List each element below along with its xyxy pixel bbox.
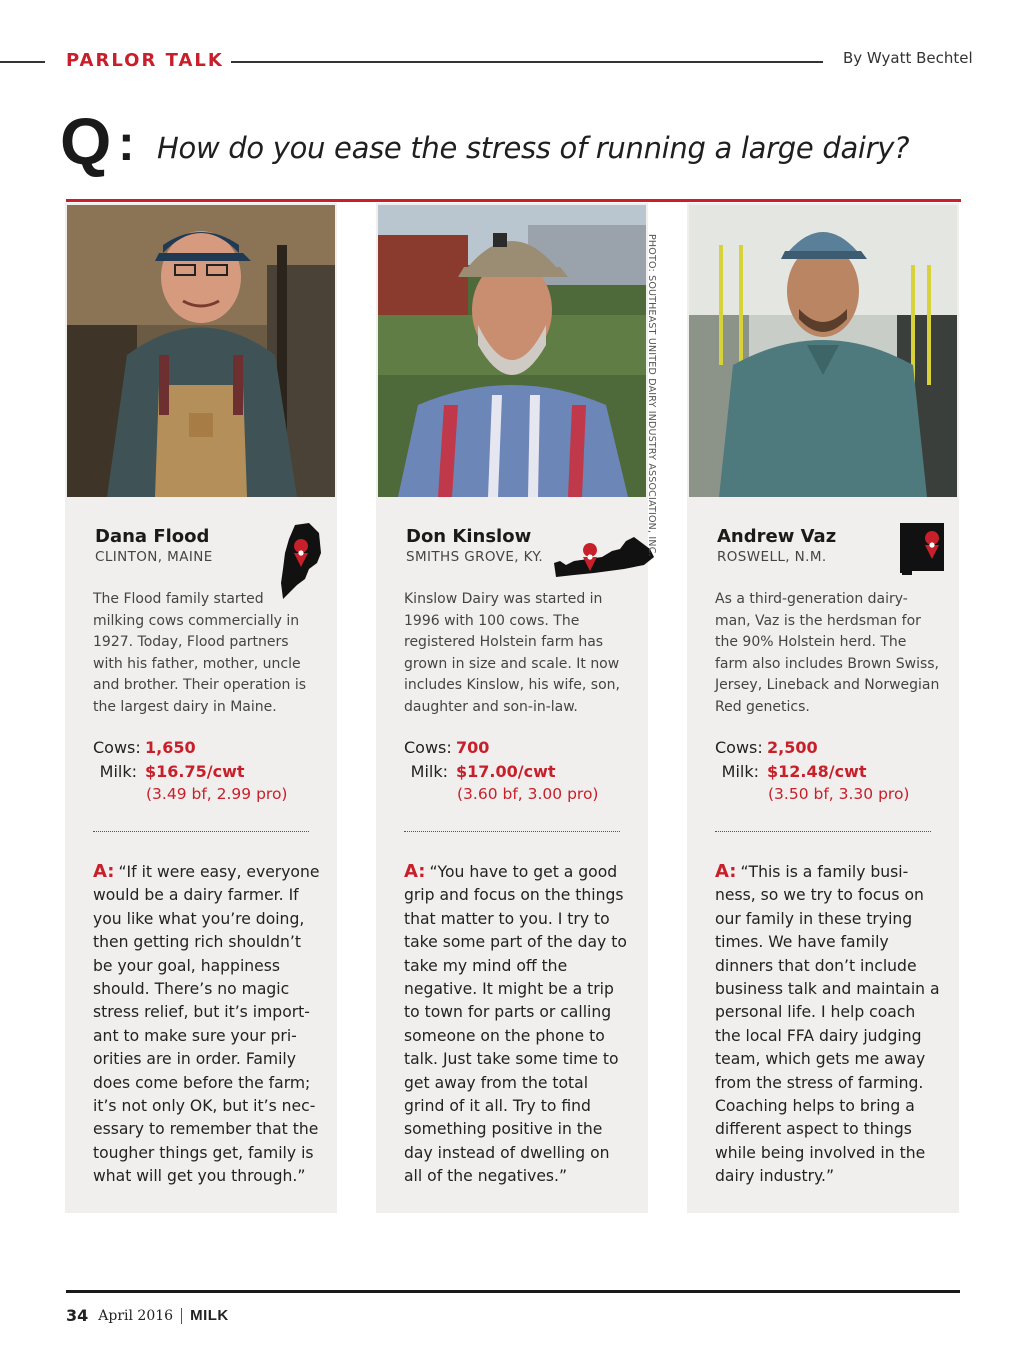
milk-components: (3.49 bf, 2.99 pro) <box>146 785 288 803</box>
profile-name: Don Kinslow <box>406 526 532 547</box>
milk-label: Milk: <box>99 762 137 781</box>
profile-bio: Kinslow Dairy was started in 1996 with 100 cows. The registered Holstein farm has grown in size and scale. It now includes Kinslow, his wife, son, daughter and son-in-law. <box>404 591 620 715</box>
question-rule <box>66 199 961 202</box>
q-letter: Q <box>60 104 112 178</box>
kentucky-map-icon <box>554 535 656 579</box>
profile-answer <box>715 860 943 1189</box>
answer-label: A: <box>715 861 737 882</box>
answer-text: “If it were easy, everyone would be a dairy farmer. If you like what you’re doing, then getting rich shouldn’t be your goal, happiness should. There’s no magic stress relief, but it’s import-ant to make sure your pri-orities are in order. Family does come before the farm; it’s not only OK, but it’s nec-essary to remember that the tougher things get, family is what will get you through.” <box>93 863 320 1186</box>
portrait-photo <box>67 205 335 497</box>
profile-name: Andrew Vaz <box>717 526 837 547</box>
page-footer <box>66 1306 229 1325</box>
profile-stats <box>404 736 598 804</box>
portrait-photo <box>378 205 646 497</box>
profile-card-don-kinslow <box>376 203 648 1213</box>
milk-value: $17.00/cwt <box>456 762 556 781</box>
cows-label: Cows: <box>93 738 141 757</box>
new-mexico-map-icon <box>898 521 946 575</box>
byline: By Wyatt Bechtel <box>843 49 973 67</box>
milk-components: (3.60 bf, 3.00 pro) <box>457 785 599 803</box>
footer-separator <box>181 1308 182 1324</box>
cows-label: Cows: <box>404 738 452 757</box>
section-label: PARLOR TALK <box>66 50 224 71</box>
profile-answer <box>93 860 321 1189</box>
cows-value: 2,500 <box>767 738 818 757</box>
answer-text: “You have to get a good grip and focus on the things that matter to you. I try to take some part of the day to take my mind off the negative. It might be a trip to town for parts or calling someone on the phone to talk. Just take some time to get away from the total grind of it all. Try to find something positive in the day instead of dwelling on all of the negatives.” <box>404 863 627 1186</box>
footer-rule <box>66 1290 960 1293</box>
profile-card-dana-flood <box>65 203 337 1213</box>
profile-bio: As a third-generation dairy-man, Vaz is the herdsman for the 90% Holstein herd. The farm also includes Brown Swiss, Jersey, Lineback and Norwegian Red genetics. <box>715 591 940 715</box>
profile-card-andrew-vaz <box>687 203 959 1213</box>
header-rule-left <box>0 61 45 63</box>
profile-location: CLINTON, MAINE <box>95 549 213 565</box>
milk-components: (3.50 bf, 3.30 pro) <box>768 785 910 803</box>
profile-stats <box>93 736 287 804</box>
q-colon: : <box>118 115 135 171</box>
milk-value: $12.48/cwt <box>767 762 867 781</box>
milk-label: Milk: <box>721 762 759 781</box>
cows-value: 700 <box>456 738 490 757</box>
profile-stats <box>715 736 909 804</box>
answer-label: A: <box>93 861 115 882</box>
profile-bio: The Flood family started milking cows commercially in 1927. Today, Flood partners with his father, mother, uncle and brother. Their operation is the largest dairy in Maine. <box>93 591 307 715</box>
dotted-divider <box>93 831 309 832</box>
magazine-logo: MILK <box>190 1307 229 1324</box>
cows-value: 1,650 <box>145 738 196 757</box>
profile-name: Dana Flood <box>95 526 210 547</box>
portrait-photo <box>689 205 957 497</box>
profile-answer <box>404 860 632 1189</box>
answer-text: “This is a family busi-ness, so we try to focus on our family in these trying times. We have family dinners that don’t include business talk and maintain a personal life. I help coach the local FFA dairy judging team, which gets me away from the stress of farming. Coaching helps to bring a different aspect to things while being involved in the dairy industry.” <box>715 863 940 1186</box>
profile-location: ROSWELL, N.M. <box>717 549 827 565</box>
milk-value: $16.75/cwt <box>145 762 245 781</box>
dotted-divider <box>715 831 931 832</box>
profile-location: SMITHS GROVE, KY. <box>406 549 544 565</box>
question-text: How do you ease the stress of running a large dairy? <box>157 131 910 165</box>
page-number: 34 <box>66 1306 89 1325</box>
answer-label: A: <box>404 861 426 882</box>
header-rule <box>231 61 823 63</box>
cows-label: Cows: <box>715 738 763 757</box>
photo-credit: PHOTO: SOUTHEAST UNITED DAIRY INDUSTRY ASSOCIATION, INC. <box>646 234 657 557</box>
dotted-divider <box>404 831 620 832</box>
issue-date: April 2016 <box>98 1307 174 1324</box>
milk-label: Milk: <box>410 762 448 781</box>
